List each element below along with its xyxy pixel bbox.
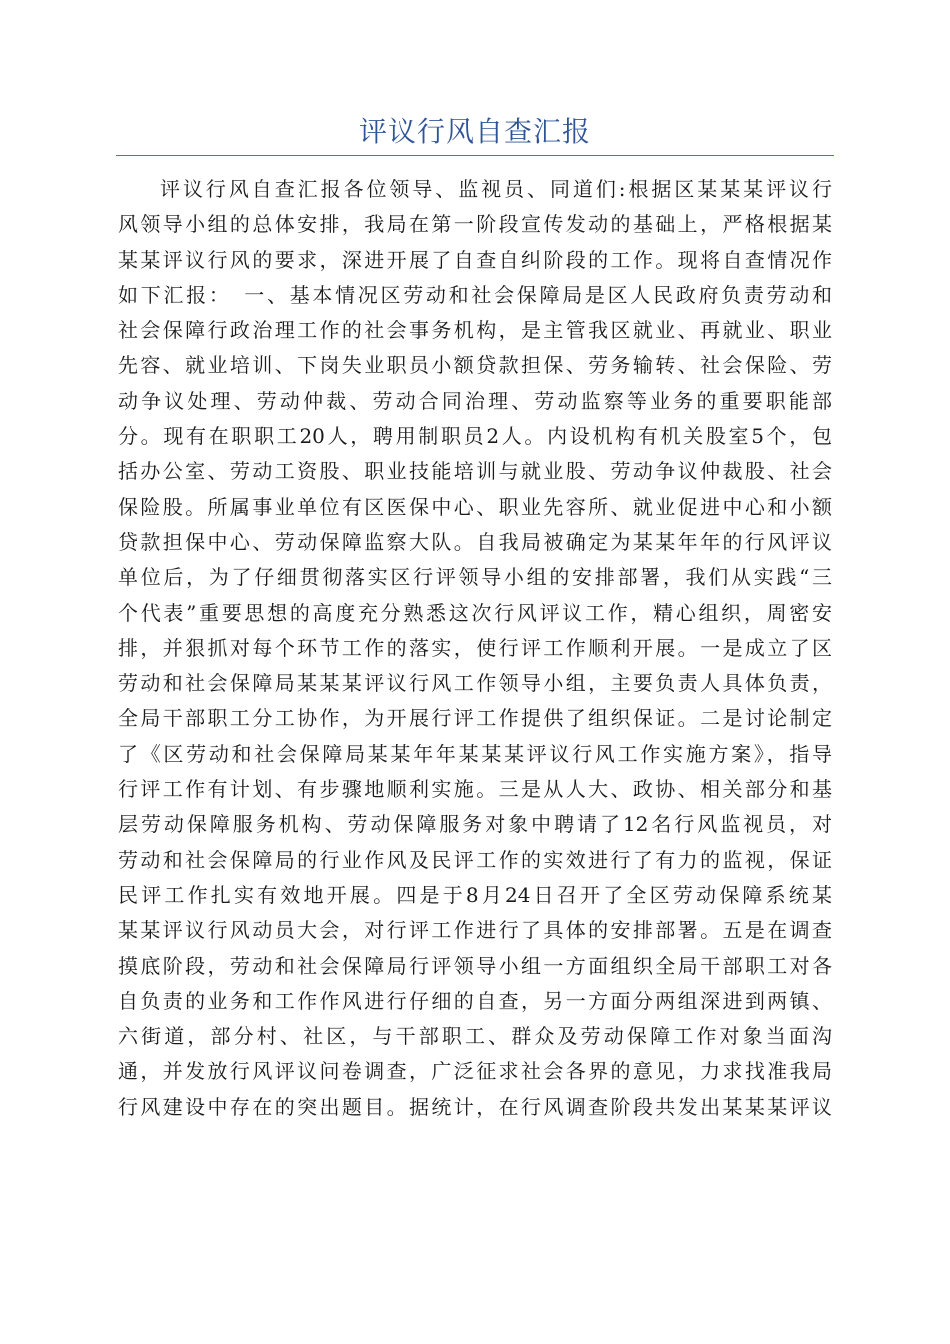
body-line: 行评工作有计划、有步骤地顺利实施。三是从人大、政协、相关部分和基 [118, 777, 832, 802]
body-line: 某某评议行风动员大会，对行评工作进行了具体的安排部署。五是在调查 [118, 918, 832, 943]
body-line: 了《区劳动和社会保障局某某年年某某某评议行风工作实施方案》，指导 [118, 741, 832, 766]
body-line: 个代表”重要思想的高度充分熟悉这次行风评议工作，精心组织，周密安 [118, 600, 832, 625]
body-line: 全局干部职工分工协作，为开展行评工作提供了组织保证。二是讨论制定 [118, 706, 832, 731]
body-line: 自负责的业务和工作作风进行仔细的自查，另一方面分两组深进到两镇、 [118, 988, 832, 1013]
body-line: 动争议处理、劳动仲裁、劳动合同治理、劳动监察等业务的重要职能部 [118, 388, 832, 413]
body-line: 摸底阶段，劳动和社会保障局行评领导小组一方面组织全局干部职工对各 [118, 953, 832, 978]
body-line: 排，并狠抓对每个环节工作的落实，使行评工作顺利开展。一是成立了区 [118, 635, 832, 660]
document-body [118, 172, 832, 1125]
body-line: 风领导小组的总体安排，我局在第一阶段宣传发动的基础上，严格根据某 [118, 212, 832, 237]
title-underline [116, 155, 834, 156]
body-line: 行风建设中存在的突出题目。据统计，在行风调查阶段共发出某某某评议 [118, 1094, 832, 1119]
body-line: 通，并发放行风评议问卷调查，广泛征求社会各界的意见，力求找准我局 [118, 1059, 832, 1084]
body-line: 分。现有在职职工20人，聘用制职员2人。内设机构有机关股室5个，包 [118, 424, 832, 449]
body-line: 劳动和社会保障局的行业作风及民评工作的实效进行了有力的监视，保证 [118, 847, 832, 872]
body-line: 先容、就业培训、下岗失业职员小额贷款担保、劳务输转、社会保险、劳 [118, 353, 832, 378]
body-line: 劳动和社会保障局某某某评议行风工作领导小组，主要负责人具体负责， [118, 671, 832, 696]
body-line: 社会保障行政治理工作的社会事务机构，是主管我区就业、再就业、职业 [118, 318, 832, 343]
document-title: 评议行风自查汇报 [358, 115, 591, 148]
body-line: 贷款担保中心、劳动保障监察大队。自我局被确定为某某年年的行风评议 [118, 529, 832, 554]
body-line: 单位后，为了仔细贯彻落实区行评领导小组的安排部署，我们从实践“三 [118, 565, 832, 590]
body-line: 保险股。所属事业单位有区医保中心、职业先容所、就业促进中心和小额 [118, 494, 832, 519]
body-line: 如下汇报： 一、基本情况区劳动和社会保障局是区人民政府负责劳动和 [118, 282, 832, 307]
body-line: 括办公室、劳动工资股、职业技能培训与就业股、劳动争议仲裁股、社会 [118, 459, 832, 484]
body-line: 六街道，部分村、社区，与干部职工、群众及劳动保障工作对象当面沟 [118, 1024, 832, 1049]
body-line: 某某评议行风的要求，深进开展了自查自纠阶段的工作。现将自查情况作 [118, 247, 832, 272]
body-line: 民评工作扎实有效地开展。四是于8月24日召开了全区劳动保障系统某 [118, 882, 832, 907]
body-line: 评议行风自查汇报各位领导、监视员、同道们:根据区某某某评议行 [160, 177, 832, 201]
body-line: 层劳动保障服务机构、劳动保障服务对象中聘请了12名行风监视员，对 [118, 812, 832, 837]
